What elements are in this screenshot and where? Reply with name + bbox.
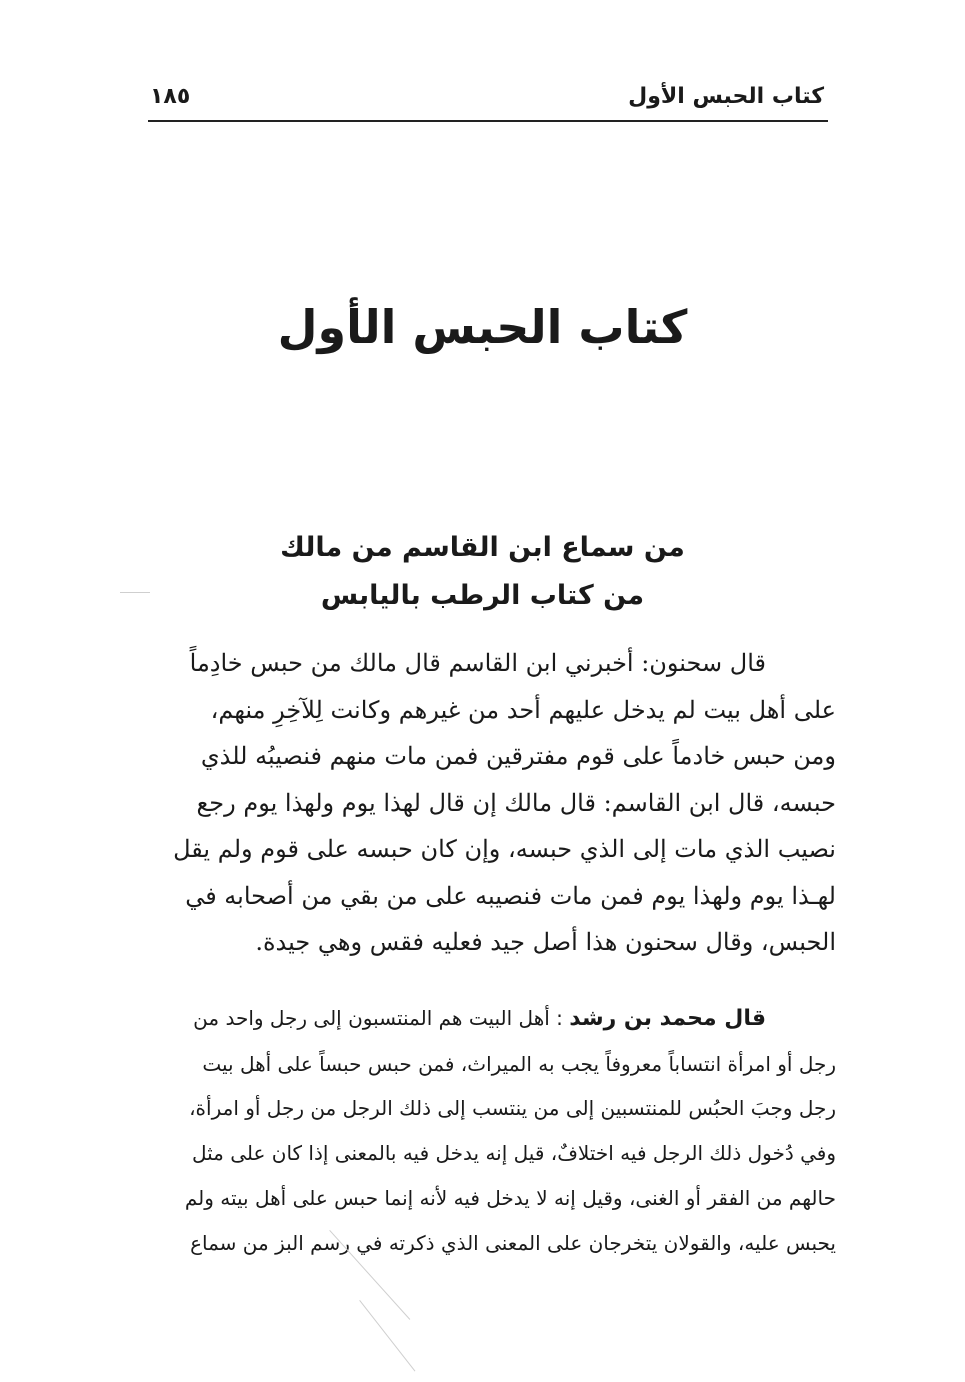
page-number: ١٨٥: [150, 84, 191, 109]
commentary-line: يحبس عليه، والقولان يتخرجان على المعنى الذي ذكرته في رسم البز من سماع: [190, 1230, 836, 1255]
running-title: كتاب الحبس الأول: [628, 84, 824, 109]
main-text-line: نصيب الذي مات إلى الذي حبسه، وإن كان حبسه على قوم ولم يقل: [173, 835, 836, 863]
main-text-line: قال سحنون: أخبرني ابن القاسم قال مالك من حبس خادِماً: [189, 649, 766, 677]
section-heading: [0, 524, 965, 620]
section-heading-line-1: من سماع ابن القاسم من مالك: [280, 532, 685, 563]
main-text-line: على أهل بيت لم يدخل عليهم أحد من غيرهم وكانت لِلآخِرِ منهم،: [210, 695, 836, 724]
commentary-line: رجل وجبَ الحبُس للمنتسبين إلى من ينتسب إلى ذلك الرجل من رجل أو امرأة،: [189, 1096, 836, 1121]
commentary-first-line: [148, 996, 836, 1042]
scan-artifact: [120, 592, 150, 593]
main-text: [148, 640, 836, 966]
running-header: [148, 76, 828, 122]
commentary-lead: قال محمد بن رشد: [569, 1006, 766, 1031]
main-text-line: حبسه، قال ابن القاسم: قال مالك إن قال لهذا يوم ولهذا يوم رجع: [196, 788, 836, 817]
commentary-line: رجل أو امرأة انتساباً معروفاً يجب به الميراث، فمن حبس حبساً على أهل بيت: [202, 1051, 836, 1076]
section-heading-line-2: من كتاب الرطب باليابس: [320, 580, 645, 611]
commentary-line: حالهم من الفقر أو الغنى، وقيل إنه لا يدخل فيه لأنه إنما حبس على أهل بيته ولم: [184, 1185, 836, 1210]
commentary-line: وفي دُخول ذلك الرجل فيه اختلافٌ، قيل إنه يدخل فيه بالمعنى إذا كان على مثل: [191, 1141, 836, 1166]
commentary-line-text: : أهل البيت هم المنتسبون إلى رجل واحد من: [193, 1006, 563, 1030]
scan-artifact: [359, 1300, 415, 1372]
commentary: [148, 996, 836, 1265]
main-text-line: الحبس، وقال سحنون هذا أصل جيد فعليه فقس وهي جيدة.: [255, 928, 836, 956]
main-text-line: لهـذا يوم ولهذا يوم فمن مات فنصيبه على من بقي من أصحابه في: [185, 881, 836, 910]
main-text-line: ومن حبس خادماً على قوم مفترقين فمن مات منهم فنصيبُه للذي: [200, 742, 836, 770]
book-title: كتاب الحبس الأول: [277, 300, 688, 354]
